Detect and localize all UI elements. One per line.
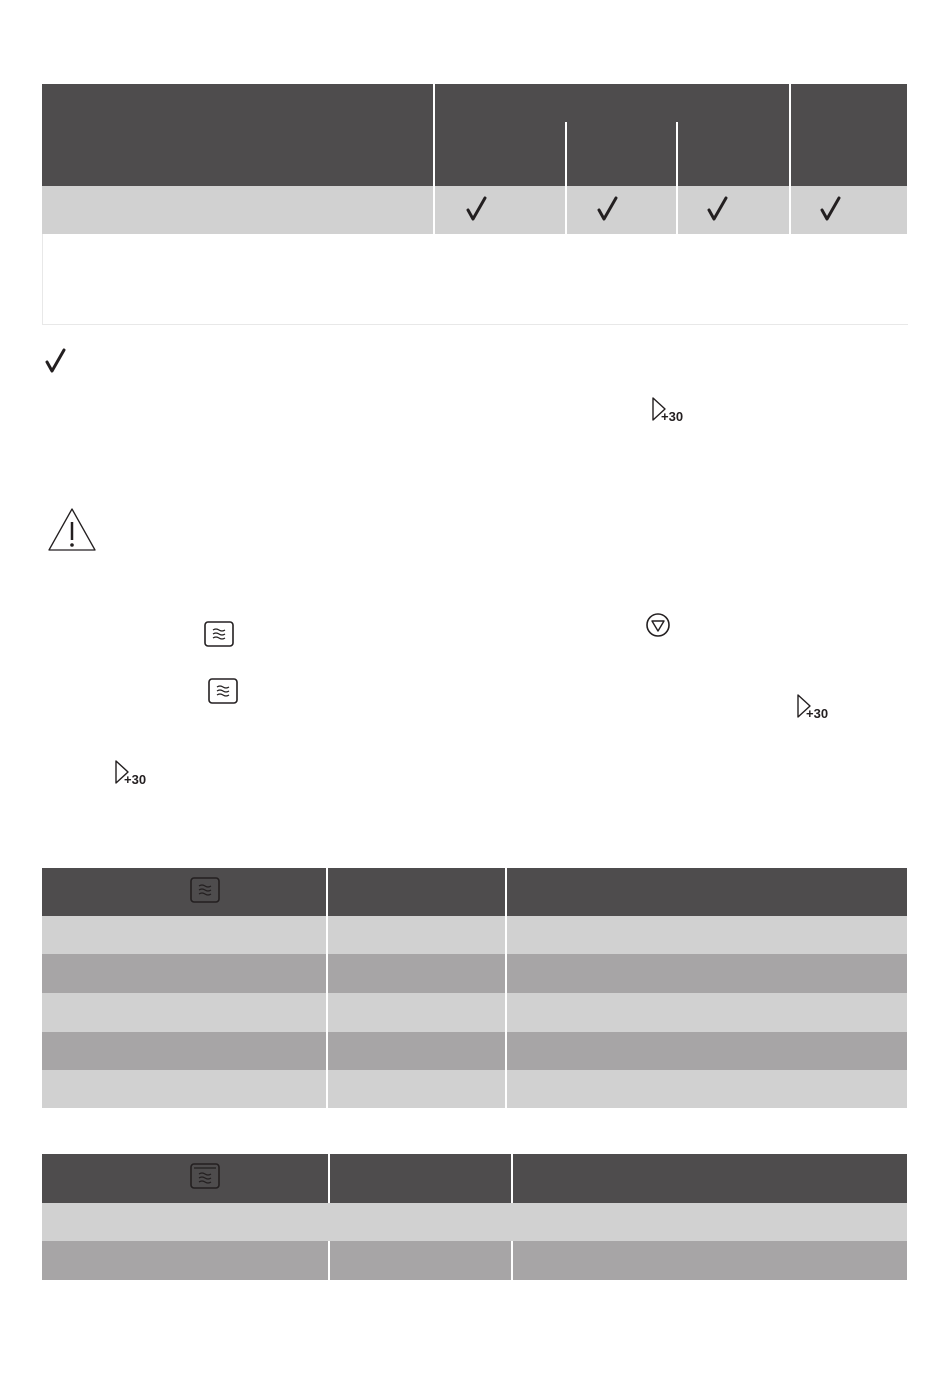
table-row (42, 1241, 907, 1280)
microwave-mode-icon (208, 678, 238, 709)
plus30-label: +30 (661, 409, 684, 423)
microwave-mode-icon (190, 877, 220, 908)
table-row (42, 916, 907, 954)
table3-divider (328, 1241, 330, 1280)
top-table-header (42, 84, 907, 186)
table2-header (42, 868, 907, 916)
table-row (42, 1203, 907, 1241)
table-row (42, 1070, 907, 1108)
plus30-icon (651, 397, 691, 423)
warning-triangle-icon (47, 507, 97, 557)
top-table-divider (676, 122, 678, 234)
table-row (42, 1032, 907, 1070)
top-table-note-area (42, 234, 908, 325)
table3-divider (328, 1154, 330, 1203)
circle-down-arrow-icon (645, 612, 671, 643)
check-icon (820, 196, 842, 222)
table2-divider (326, 868, 328, 1108)
plus30-icon (796, 694, 836, 720)
top-table-divider (433, 84, 435, 234)
table3-divider (511, 1241, 513, 1280)
plus30-label: +30 (124, 772, 147, 786)
check-icon (707, 196, 729, 222)
table3-header (42, 1154, 907, 1203)
table-row (42, 954, 907, 993)
top-table-divider (789, 84, 791, 234)
check-icon (466, 196, 488, 222)
check-icon (597, 196, 619, 222)
table2-divider (505, 868, 507, 1108)
microwave-mode-icon (204, 621, 234, 652)
plus30-icon (114, 760, 154, 786)
legend-check-icon (45, 348, 67, 374)
table-row (42, 993, 907, 1032)
defrost-mode-icon (190, 1163, 220, 1194)
top-table-divider (565, 122, 567, 234)
plus30-label: +30 (806, 706, 829, 720)
table3-divider (511, 1154, 513, 1203)
